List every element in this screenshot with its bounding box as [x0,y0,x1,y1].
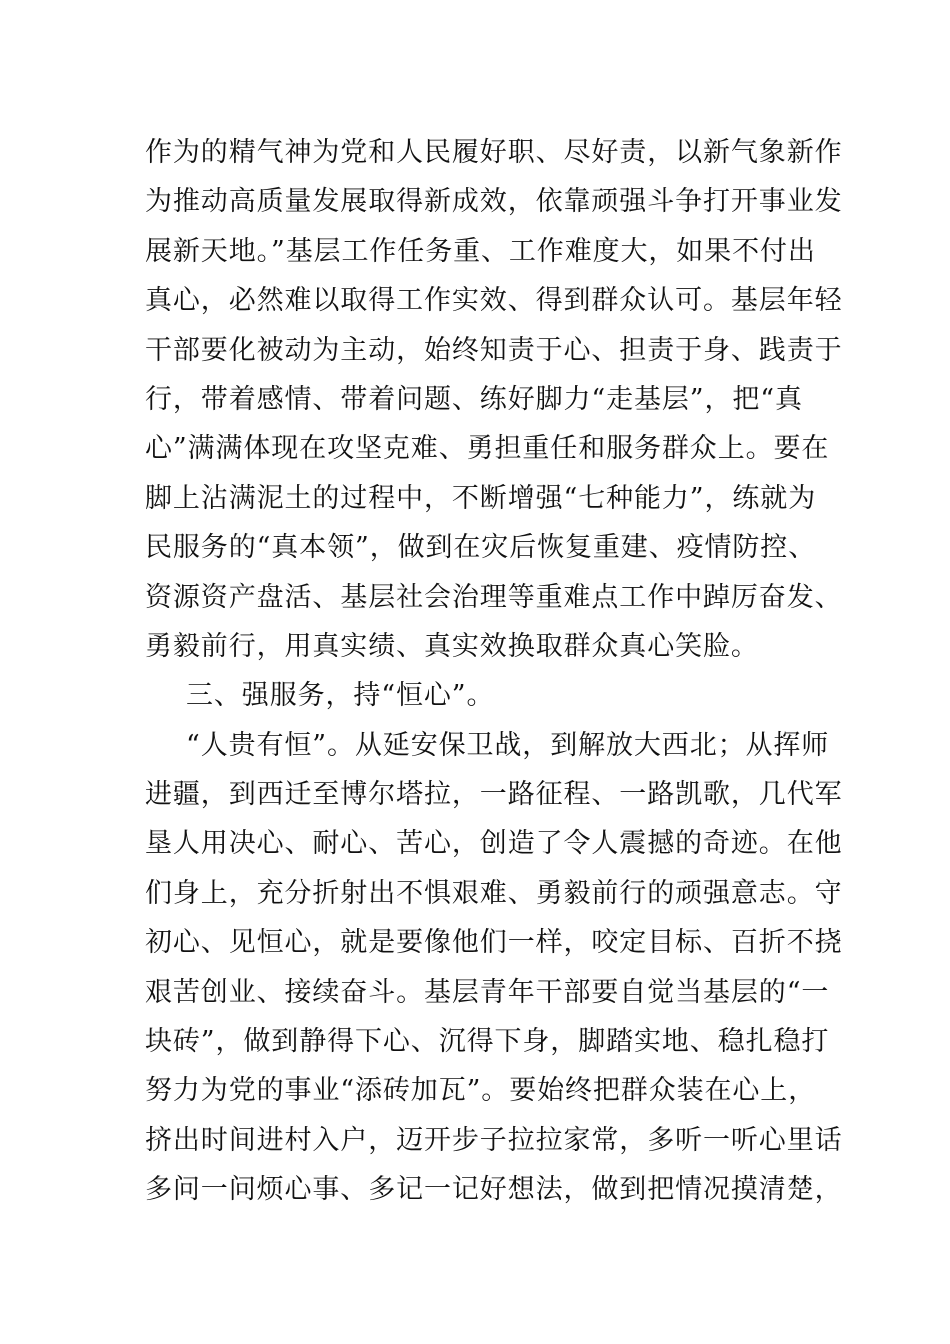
text-line: 初心、见恒心，就是要像他们一样，咬定目标、百折不挠 [145,927,843,959]
text-line: 心”满满体现在攻坚克难、勇担重任和服务群众上。要在 [145,433,830,465]
paragraph-start-line: “人贵有恒”。从延安保卫战，到解放大西北；从挥师 [186,729,830,761]
section-heading: 三、强服务，持“恒心”。 [186,680,495,712]
text-line: 展新天地。”基层工作任务重、工作难度大，如果不付出 [145,235,816,267]
text-line: 垦人用决心、耐心、苦心，创造了令人震撼的奇迹。在他 [145,828,843,860]
text-line: 挤出时间进村入户，迈开步子拉拉家常，多听一听心里话 [145,1124,843,1156]
text-line: 作为的精气神为党和人民履好职、尽好责，以新气象新作 [145,137,843,168]
text-line: 行，带着感情、带着问题、练好脚力“走基层”，把“真 [145,383,803,415]
text-line: 努力为党的事业“添砖加瓦”。要始终把群众装在心上， [145,1075,817,1107]
text-line: 进疆，到西迁至博尔塔拉，一路征程、一路凯歌，几代军 [145,779,843,811]
text-line: 干部要化被动为主动，始终知责于心、担责于身、践责于 [145,334,843,366]
body-text [145,128,843,1215]
text-line: 块砖”，做到静得下心、沉得下身，脚踏实地、稳扎稳打 [145,1026,830,1058]
text-line: 勇毅前行，用真实绩、真实效换取群众真心笑脸。 [145,630,759,662]
text-line: 艰苦创业、接续奋斗。基层青年干部要自觉当基层的“一 [145,976,830,1008]
text-line: 脚上沾满泥土的过程中，不断增强“七种能力”，练就为 [145,482,817,514]
text-line: 为推动高质量发展取得新成效，依靠顽强斗争打开事业发 [145,186,843,218]
text-line: 多问一问烦心事、多记一记好想法，做到把情况摸清楚， [145,1174,843,1206]
text-line: 资源资产盘活、基层社会治理等重难点工作中踔厉奋发、 [145,581,843,613]
text-line: 们身上，充分折射出不惧艰难、勇毅前行的顽强意志。守 [145,877,843,909]
text-line: 真心，必然难以取得工作实效、得到群众认可。基层年轻 [145,285,843,317]
text-line: 民服务的“真本领”，做到在灾后恢复重建、疫情防控、 [145,532,817,564]
